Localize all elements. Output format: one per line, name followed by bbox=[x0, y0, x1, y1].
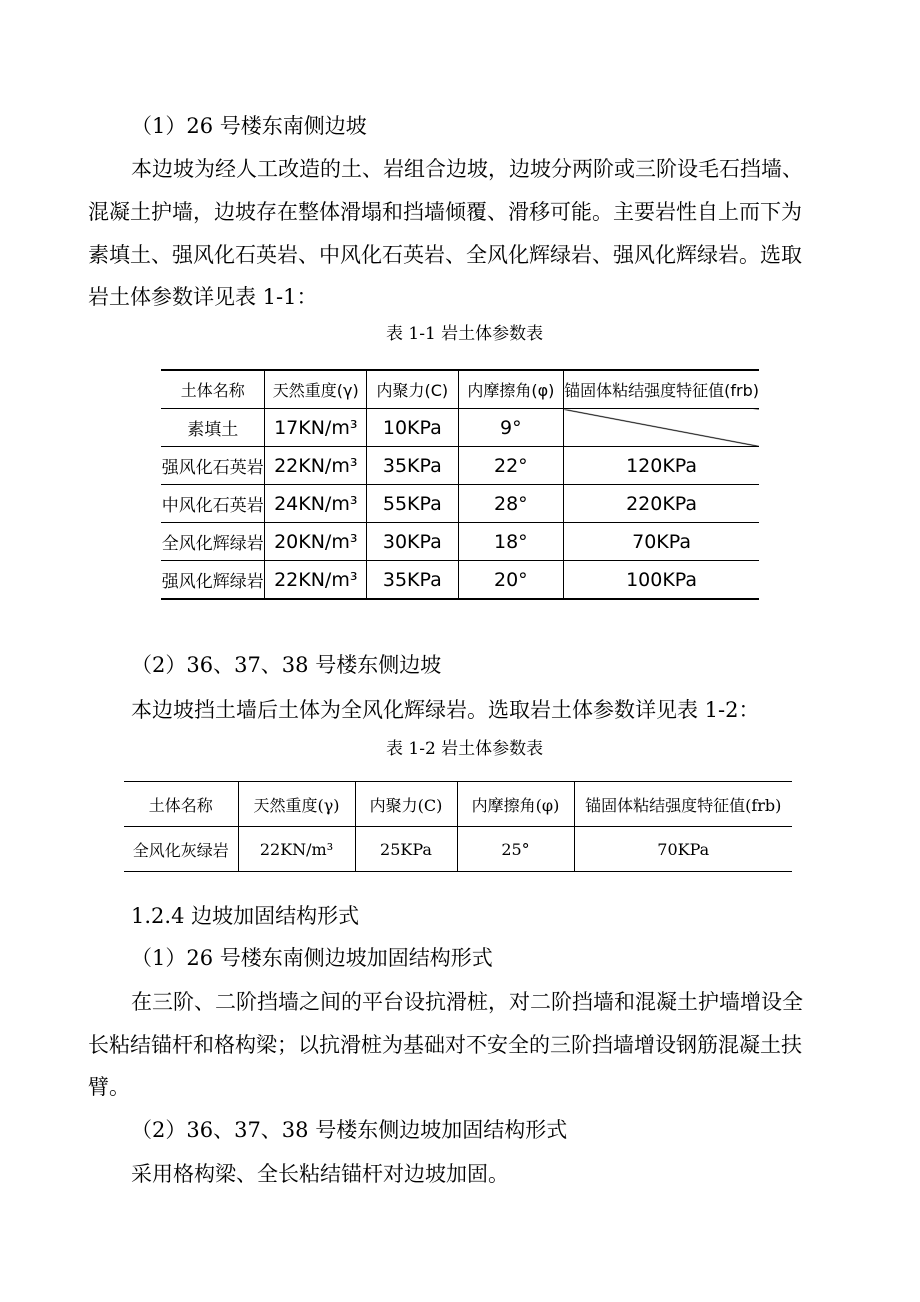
table-cell: 18° bbox=[458, 523, 564, 561]
table-cell: 35KPa bbox=[367, 447, 459, 485]
table-cell: 220KPa bbox=[564, 485, 759, 523]
table-cell: 素填土 bbox=[161, 409, 265, 447]
subsection-heading: （1）26 号楼东南侧边坡加固结构形式 bbox=[131, 946, 493, 970]
table-row bbox=[161, 447, 759, 485]
table-header-cell: 锚固体粘结强度特征值(frb) bbox=[564, 370, 759, 409]
table-cell: 22KN/m³ bbox=[265, 447, 367, 485]
paragraph-line: 岩土体参数详见表 1-1： bbox=[88, 285, 318, 309]
table-cell: 22KN/m³ bbox=[238, 827, 355, 872]
table-cell: 25KPa bbox=[355, 827, 457, 872]
table-header-cell: 内聚力(C) bbox=[355, 782, 457, 827]
table-cell: 30KPa bbox=[367, 523, 459, 561]
table-cell-empty-diagonal bbox=[564, 409, 759, 447]
table-header-cell: 天然重度(γ) bbox=[265, 370, 367, 409]
table-cell: 24KN/m³ bbox=[265, 485, 367, 523]
paragraph-line: 混凝土护墙，边坡存在整体滑塌和挡墙倾覆、滑移可能。主要岩性自上而下为 bbox=[88, 200, 802, 224]
table-header-cell: 内摩擦角(φ) bbox=[457, 782, 574, 827]
parameter-table-1-2 bbox=[124, 781, 792, 872]
table-cell: 全风化辉绿岩 bbox=[161, 523, 265, 561]
table-cell: 100KPa bbox=[564, 561, 759, 600]
table-cell: 70KPa bbox=[564, 523, 759, 561]
paragraph-line: 素填土、强风化石英岩、中风化石英岩、全风化辉绿岩、强风化辉绿岩。选取 bbox=[88, 243, 802, 267]
table-row bbox=[161, 561, 759, 600]
paragraph-line: 本边坡为经人工改造的土、岩组合边坡，边坡分两阶或三阶设毛石挡墙、 bbox=[131, 157, 803, 181]
table-cell: 10KPa bbox=[367, 409, 459, 447]
table-cell: 17KN/m³ bbox=[265, 409, 367, 447]
table-header-cell: 内聚力(C) bbox=[367, 370, 459, 409]
table-cell: 55KPa bbox=[367, 485, 459, 523]
section-heading-1-2-4: 1.2.4 边坡加固结构形式 bbox=[131, 904, 360, 928]
table-cell: 35KPa bbox=[367, 561, 459, 600]
table-header-cell: 土体名称 bbox=[124, 782, 238, 827]
table-cell: 22° bbox=[458, 447, 564, 485]
table-cell: 25° bbox=[457, 827, 574, 872]
paragraph-line: 在三阶、二阶挡墙之间的平台设抗滑桩，对二阶挡墙和混凝土护墙增设全 bbox=[131, 990, 803, 1014]
table-row bbox=[124, 827, 792, 872]
table-cell: 120KPa bbox=[564, 447, 759, 485]
parameter-table-1-1 bbox=[161, 369, 759, 600]
table-cell: 70KPa bbox=[574, 827, 792, 872]
table-row bbox=[161, 523, 759, 561]
table-cell: 强风化辉绿岩 bbox=[161, 561, 265, 600]
table-cell: 中风化石英岩 bbox=[161, 485, 265, 523]
table-row bbox=[161, 409, 759, 447]
table-header-cell: 土体名称 bbox=[161, 370, 265, 409]
table-caption: 表 1-1 岩土体参数表 bbox=[386, 324, 544, 344]
table-header-row bbox=[124, 782, 792, 827]
table-row bbox=[161, 485, 759, 523]
table-caption: 表 1-2 岩土体参数表 bbox=[386, 739, 544, 759]
table-cell: 9° bbox=[458, 409, 564, 447]
paragraph-line: 臂。 bbox=[88, 1075, 130, 1099]
subsection-heading: （2）36、37、38 号楼东侧边坡加固结构形式 bbox=[131, 1118, 568, 1142]
section-heading-36-38-east: （2）36、37、38 号楼东侧边坡 bbox=[131, 653, 442, 677]
table-header-cell: 天然重度(γ) bbox=[238, 782, 355, 827]
section-heading-26-southeast: （1）26 号楼东南侧边坡 bbox=[131, 114, 367, 138]
table-cell: 20KN/m³ bbox=[265, 523, 367, 561]
table-cell: 28° bbox=[458, 485, 564, 523]
table-cell: 全风化灰绿岩 bbox=[124, 827, 238, 872]
table-cell: 强风化石英岩 bbox=[161, 447, 265, 485]
paragraph-line: 本边坡挡土墙后土体为全风化辉绿岩。选取岩土体参数详见表 1-2： bbox=[131, 698, 760, 722]
table-header-cell: 锚固体粘结强度特征值(frb) bbox=[574, 782, 792, 827]
paragraph-line: 采用格构梁、全长粘结锚杆对边坡加固。 bbox=[131, 1162, 509, 1186]
table-header-row bbox=[161, 370, 759, 409]
table-cell: 20° bbox=[458, 561, 564, 600]
paragraph-line: 长粘结锚杆和格构梁；以抗滑桩为基础对不安全的三阶挡墙增设钢筋混凝土扶 bbox=[88, 1033, 802, 1057]
table-cell: 22KN/m³ bbox=[265, 561, 367, 600]
table-header-cell: 内摩擦角(φ) bbox=[458, 370, 564, 409]
